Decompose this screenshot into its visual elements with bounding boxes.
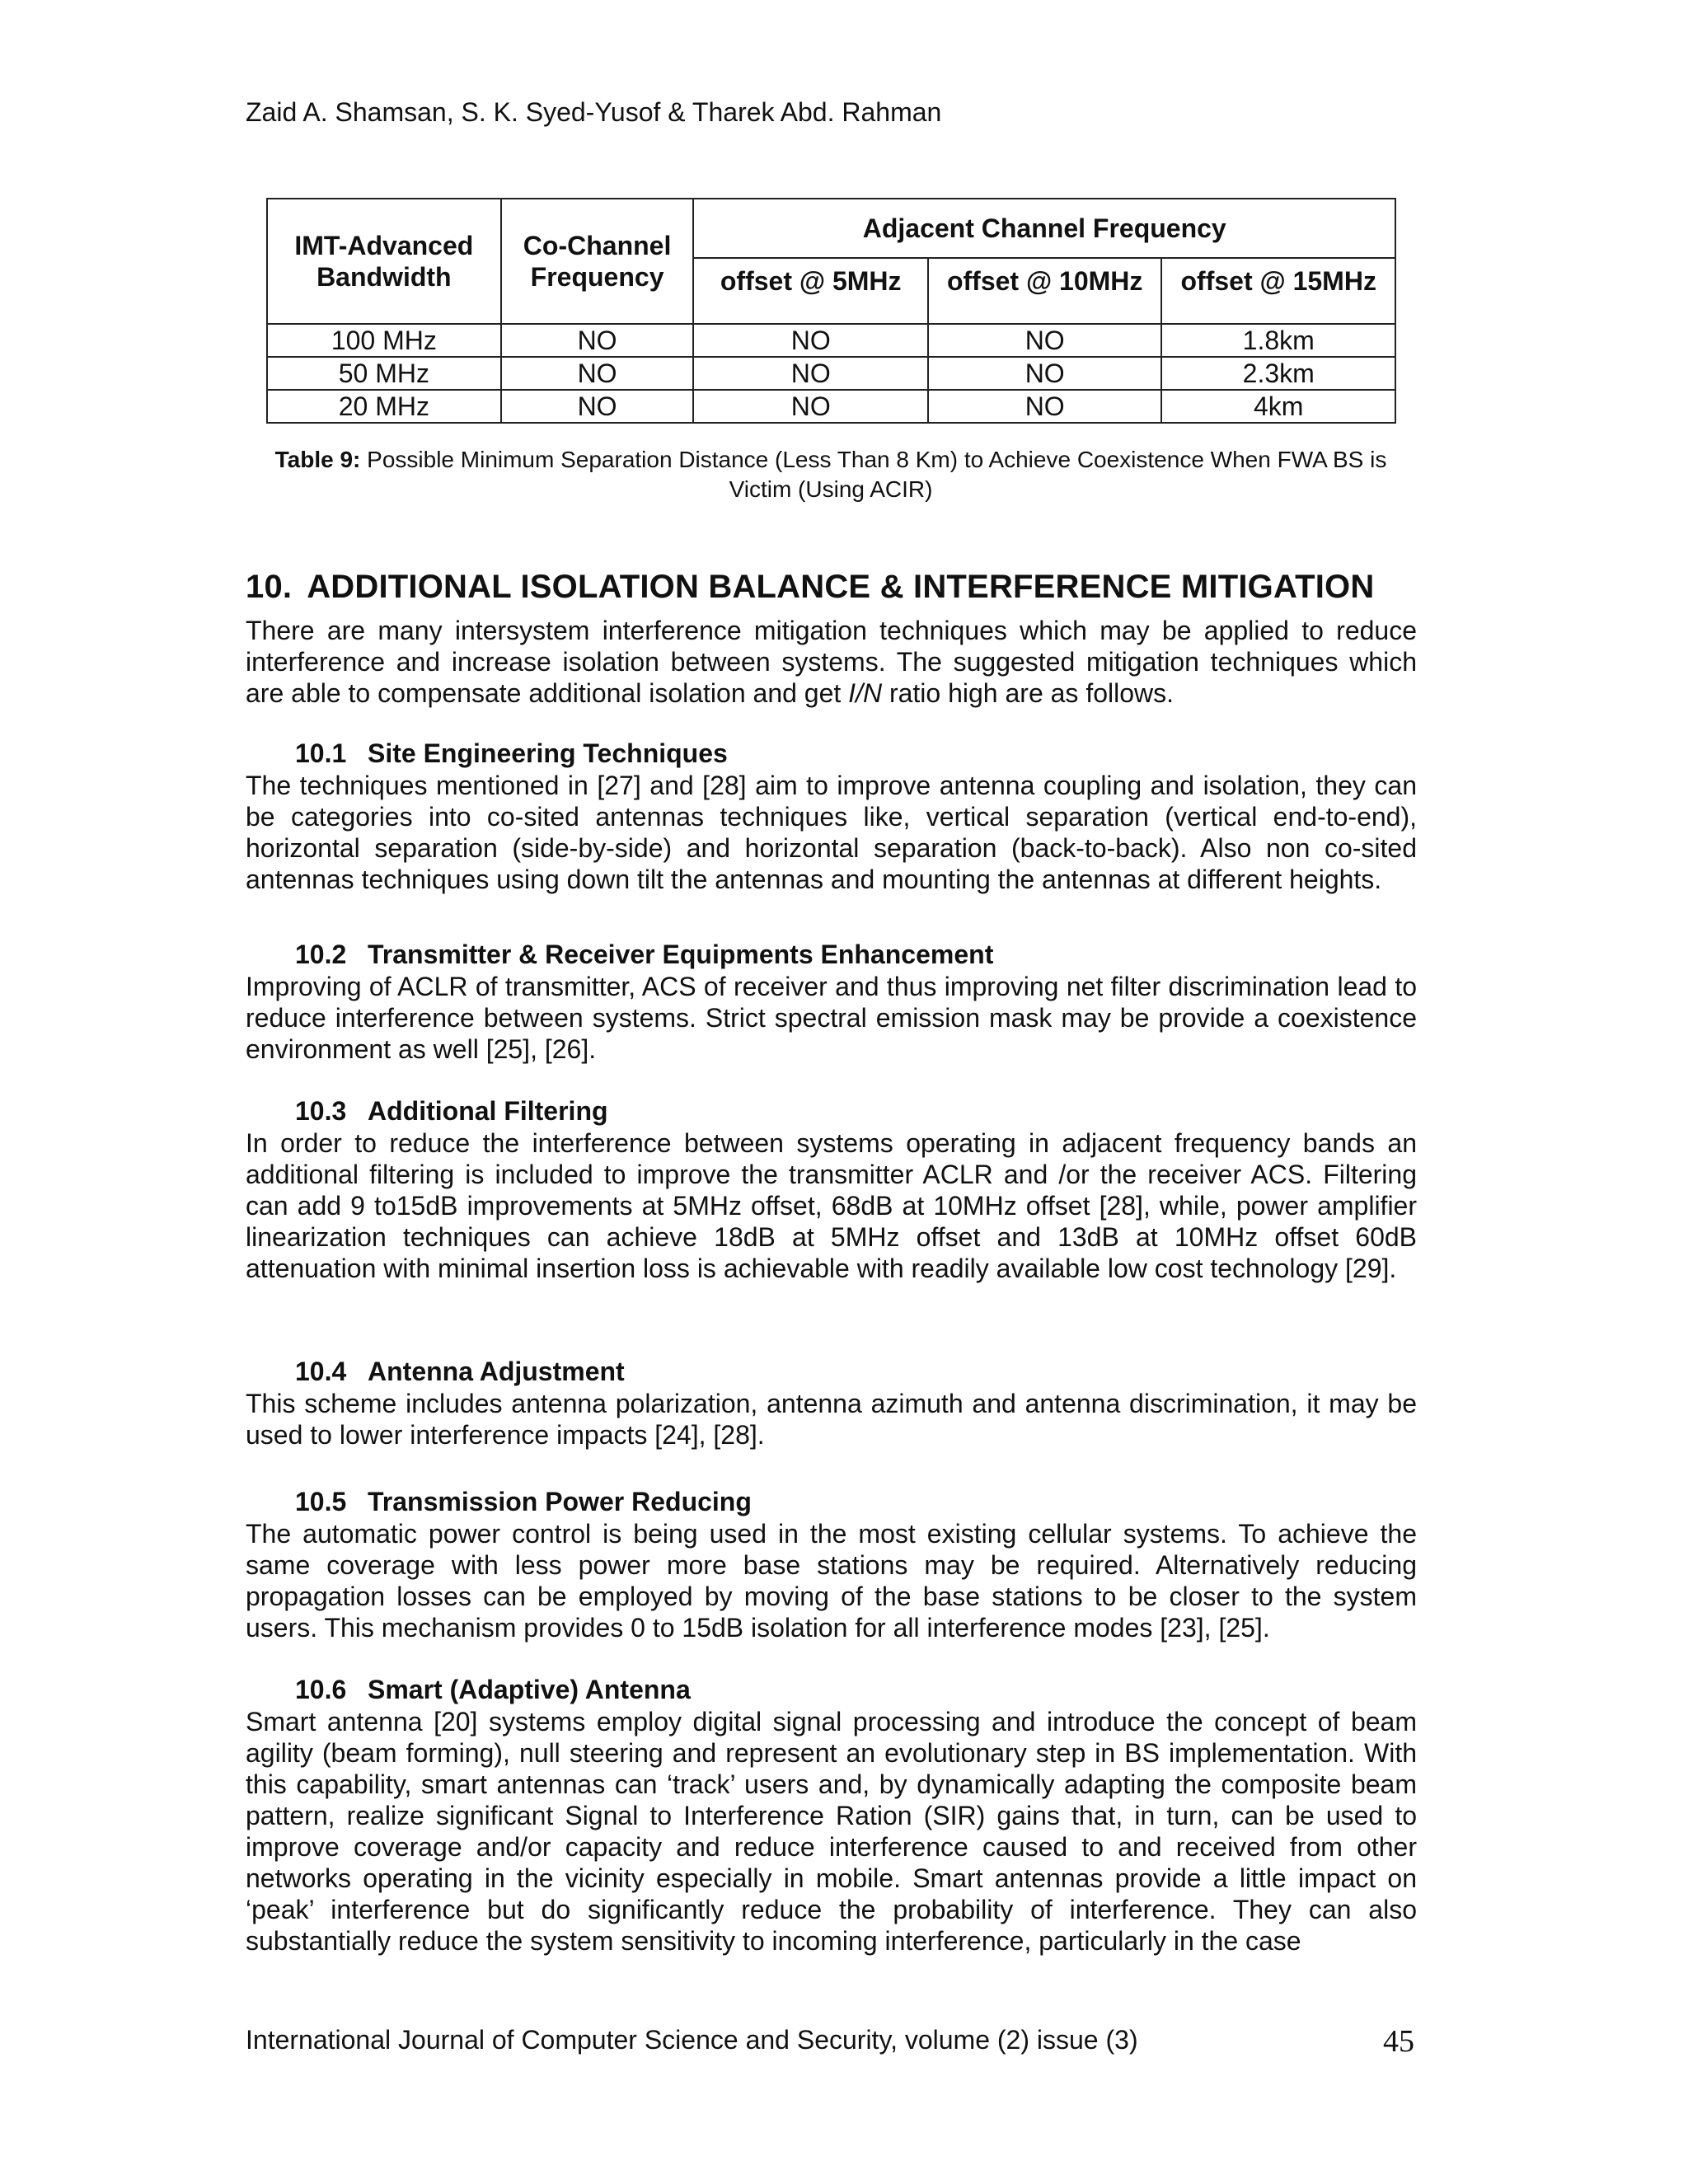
table-header-cochannel: Co-Channel Frequency (501, 199, 694, 324)
page-number: 45 (1383, 2024, 1414, 2059)
table-header-bandwidth: IMT-Advanced Bandwidth (267, 199, 501, 324)
results-table (266, 198, 1396, 424)
running-header: Zaid A. Shamsan, S. K. Syed-Yusof & Tharek Abd. Rahman (246, 97, 942, 127)
subsection-body: In order to reduce the interference between systems operating in adjacent frequency bands an additional filtering is included to improve the transmitter ACLR and /or the receiver ACS. Filtering can add 9 to15dB improvements at 5MHz offset, 68dB at 10MHz offset [28], while, power amplifier linearization techniques can achieve 18dB at 5MHz offset and 13dB at 10MHz offset 60dB attenuation with minimal insertion loss is achievable with readily available low cost technology [29]. (246, 1128, 1417, 1283)
table-caption (246, 445, 1416, 504)
subsection-heading-10-5 (295, 1487, 752, 1517)
table-cell: NO (501, 357, 694, 390)
table-row (267, 324, 1395, 357)
intro-text: There are many intersystem interference mitigation techniques which may be applied to reduce interference and increase isolation between systems. The suggested mitigation techniques which are able to compensate additional isolation and get (246, 616, 1417, 708)
table-cell: NO (693, 324, 927, 357)
subsection-body: Smart antenna [20] systems employ digital signal processing and introduce the concept of beam agility (beam forming), null steering and represent an evolutionary step in BS implementation. With this capability, smart antennas can ‘track’ users and, by dynamically adapting the composite beam pattern, realize significant Signal to Interference Ration (SIR) gains that, in turn, can be used to improve coverage and/or capacity and reduce interference caused to and received from other networks operating in the vicinity especially in mobile. Smart antennas provide a little impact on ‘peak’ interference but do significantly reduce the probability of interference. They can also substantially reduce the system sensitivity to incoming interference, particularly in the case (246, 1707, 1417, 1956)
caption-text: Possible Minimum Separation Distance (Less Than 8 Km) to Achieve Coexistence When FWA BS is Victim (Using ACIR) (367, 447, 1387, 502)
caption-label: Table 9: (274, 447, 361, 472)
subsection-title: Additional Filtering (368, 1096, 608, 1126)
subsection-title: Antenna Adjustment (368, 1357, 625, 1386)
table-row (267, 357, 1395, 390)
section-number: 10. (246, 569, 293, 605)
table-cell: 20 MHz (267, 390, 501, 423)
table-cell: 1.8km (1161, 324, 1395, 357)
subsection-body: The techniques mentioned in [27] and [28] aim to improve antenna coupling and isolation, they can be categories into co-sited antennas techniques like, vertical separation (vertical end-to-end), horizontal separation (side-by-side) and horizontal separation (back-to-back). Also non co-sited antennas techniques using down tilt the antennas and mounting the antennas at different heights. (246, 771, 1417, 894)
section-title: ADDITIONAL ISOLATION BALANCE & INTERFERENCE MITIGATION (307, 569, 1375, 605)
section-heading (246, 569, 1374, 606)
table-cell: NO (928, 324, 1162, 357)
subsection-number: 10.5 (295, 1487, 347, 1516)
table-header-offset-15: offset @ 15MHz (1161, 258, 1395, 324)
table-header-offset-5: offset @ 5MHz (693, 258, 927, 324)
subsection-number: 10.4 (295, 1357, 347, 1386)
subsection-heading-10-6 (295, 1675, 691, 1705)
subsection-body: Improving of ACLR of transmitter, ACS of receiver and thus improving net filter discrimination lead to reduce interference between systems. Strict spectral emission mask may be provide a coexistence environment as well [25], [26]. (246, 972, 1417, 1064)
subsection-title: Transmitter & Receiver Equipments Enhancement (368, 940, 994, 969)
subsection-title: Smart (Adaptive) Antenna (368, 1675, 691, 1704)
table-cell: NO (928, 357, 1162, 390)
table-header-adjacent: Adjacent Channel Frequency (693, 199, 1395, 258)
journal-footer: International Journal of Computer Science and Security, volume (2) issue (3) (246, 2025, 1138, 2055)
subsection-heading-10-4 (295, 1357, 625, 1387)
intro-italic: I/N (848, 678, 883, 708)
subsection-number: 10.3 (295, 1096, 347, 1126)
subsection-title: Site Engineering Techniques (368, 738, 728, 768)
section-intro (246, 615, 1417, 709)
table-cell: NO (693, 357, 927, 390)
subsection-body: The automatic power control is being used in the most existing cellular systems. To achieve the same coverage with less power more base stations may be required. Alternatively reducing propagation losses can be employed by moving of the base stations to be closer to the system users. This mechanism provides 0 to 15dB isolation for all interference modes [23], [25]. (246, 1519, 1417, 1643)
table-cell: 2.3km (1161, 357, 1395, 390)
subsection-number: 10.2 (295, 940, 347, 969)
table-cell: NO (693, 390, 927, 423)
subsection-heading-10-1 (295, 738, 728, 769)
subsection-body: This scheme includes antenna polarization, antenna azimuth and antenna discrimination, it may be used to lower interference impacts [24], [28]. (246, 1389, 1417, 1450)
table-cell: 50 MHz (267, 357, 501, 390)
subsection-heading-10-3 (295, 1096, 608, 1127)
subsection-number: 10.1 (295, 738, 347, 768)
table-cell: NO (928, 390, 1162, 423)
subsection-number: 10.6 (295, 1675, 347, 1704)
table-header-offset-10: offset @ 10MHz (928, 258, 1162, 324)
subsection-heading-10-2 (295, 940, 993, 970)
table-cell: NO (501, 390, 694, 423)
table-cell: 4km (1161, 390, 1395, 423)
table-cell: 100 MHz (267, 324, 501, 357)
table-row (267, 390, 1395, 423)
intro-text-end: ratio high are as follows. (882, 678, 1175, 708)
table-cell: NO (501, 324, 694, 357)
subsection-title: Transmission Power Reducing (368, 1487, 752, 1516)
